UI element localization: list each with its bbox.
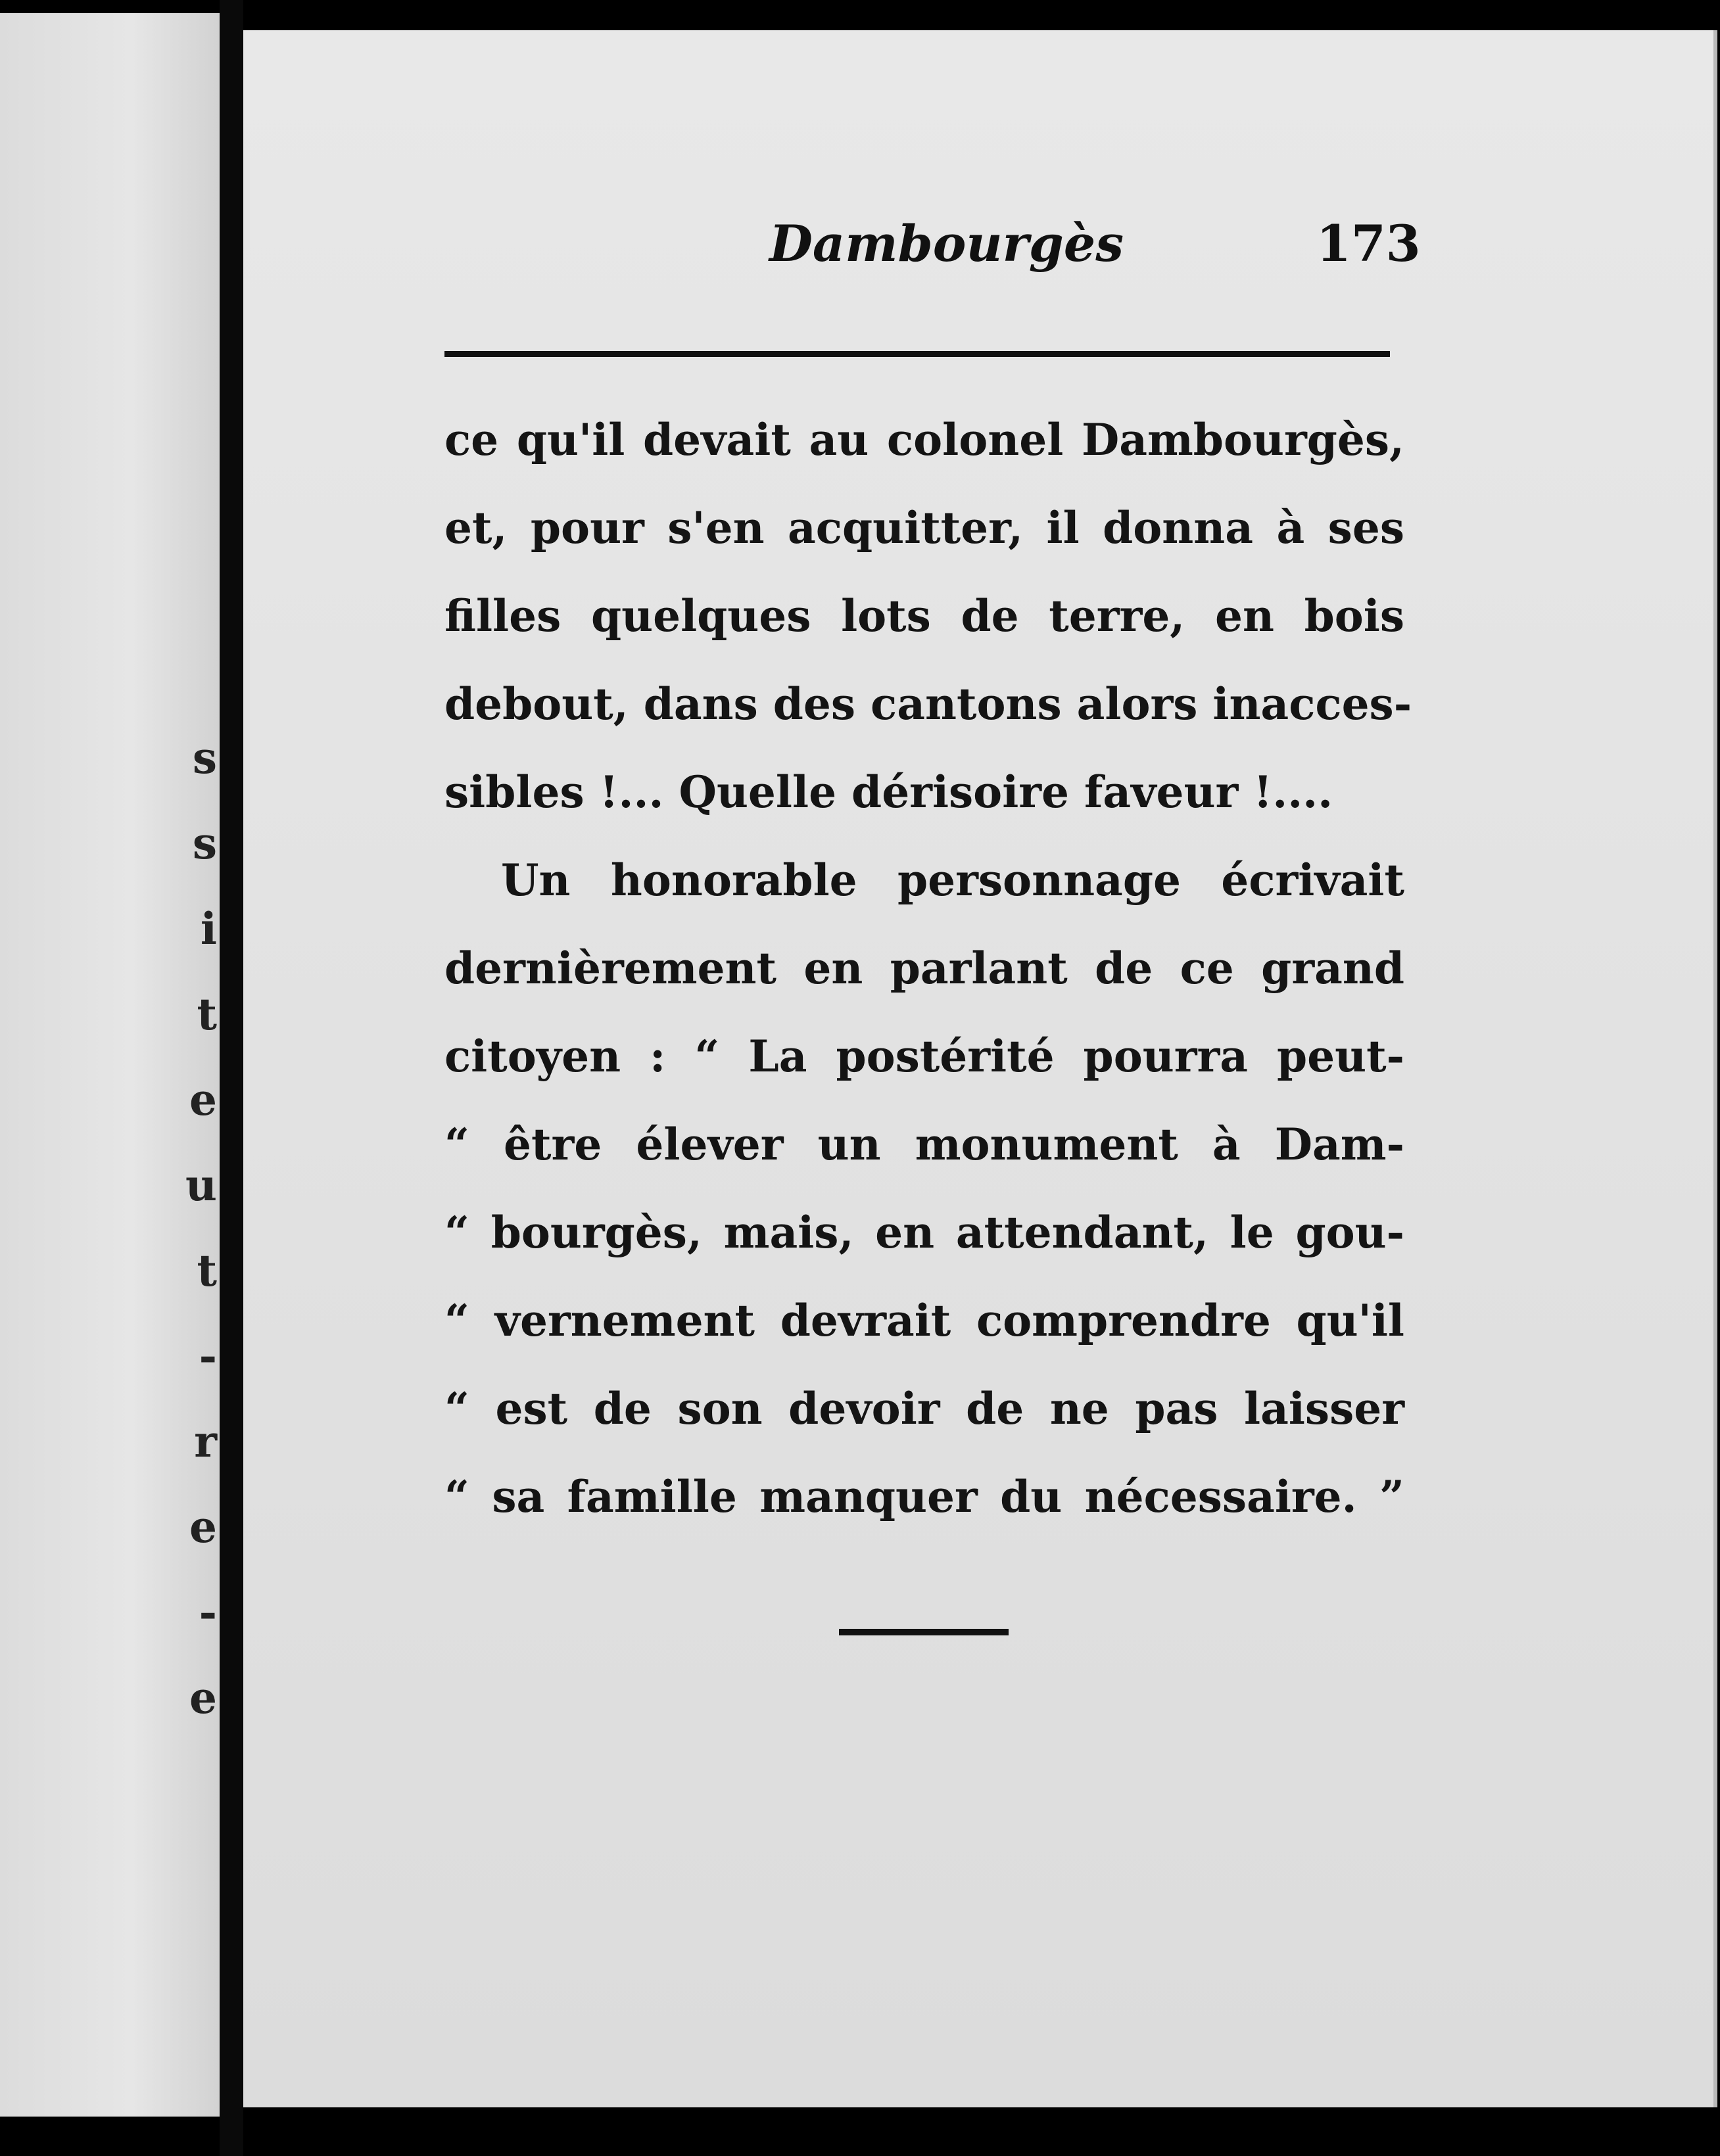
text-line: et, pour s'en acquitter, il donna à ses: [444, 502, 1404, 553]
left-page-fragment: i: [200, 903, 217, 954]
left-page-fragment: t: [197, 989, 217, 1040]
left-page-fragment: e: [189, 1672, 217, 1723]
left-page-fragment: -: [199, 1330, 217, 1382]
left-page-fragment: e: [189, 1501, 217, 1553]
left-page-fragment: r: [194, 1416, 217, 1467]
book-gutter: [220, 0, 243, 2156]
text-line: citoyen : “ La postérité pourra peut-: [444, 1031, 1404, 1082]
left-page-fragment: u: [185, 1160, 217, 1211]
left-page-fragment: s: [192, 818, 217, 869]
text-line: Un honorable personnage écrivait: [501, 855, 1404, 906]
left-page-fragment: e: [189, 1074, 217, 1125]
text-line: “ sa famille manquer du nécessaire. ”: [444, 1471, 1404, 1522]
running-head: [243, 214, 1421, 287]
text-line: “ est de son devoir de ne pas laisser: [444, 1383, 1404, 1434]
text-line: “ bourgès, mais, en attendant, le gou-: [444, 1207, 1404, 1258]
text-line: sibles !... Quelle dérisoire faveur !....: [444, 766, 1333, 818]
header-rule: [444, 351, 1390, 357]
left-page-fragment: -: [199, 1587, 217, 1638]
text-line: “ vernement devrait comprendre qu'il: [444, 1295, 1404, 1346]
left-page-edge: [0, 13, 220, 2117]
left-page-fragment: t: [197, 1245, 217, 1296]
page-body: [444, 396, 1412, 1541]
text-line: debout, dans des cantons alors inacces-: [444, 678, 1412, 730]
text-line: ce qu'il devait au colonel Dambourgès,: [444, 414, 1404, 465]
running-title: Dambourgès: [769, 214, 1124, 273]
section-end-rule: [839, 1629, 1009, 1635]
text-line: dernièrement en parlant de ce grand: [444, 943, 1404, 994]
book-page: [243, 30, 1717, 2107]
text-line: filles quelques lots de terre, en bois: [444, 590, 1404, 642]
left-page-fragment: s: [192, 732, 217, 784]
text-line: “ être élever un monument à Dam-: [444, 1119, 1404, 1170]
page-number: 173: [1316, 214, 1421, 273]
